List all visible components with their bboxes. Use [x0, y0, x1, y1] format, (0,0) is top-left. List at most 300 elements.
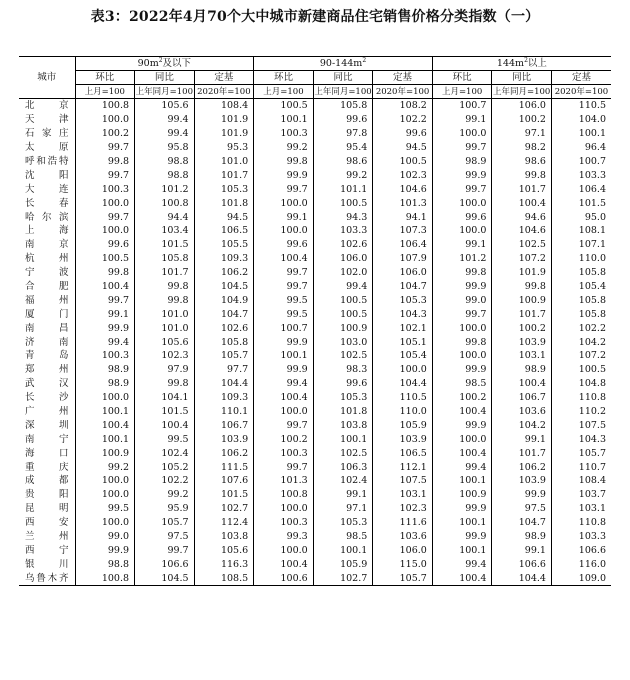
index-value-cell: 103.9 — [492, 335, 552, 349]
index-value-cell: 106.7 — [492, 391, 552, 405]
index-value-cell: 100.0 — [254, 544, 314, 558]
index-value-cell: 100.4 — [492, 377, 552, 391]
index-value-cell: 99.2 — [75, 460, 135, 474]
index-value-cell: 100.1 — [254, 113, 314, 127]
header-sub-mom: 环比 — [432, 71, 492, 85]
table-row — [19, 474, 611, 488]
index-value-cell: 102.2 — [551, 321, 611, 335]
index-value-cell: 102.5 — [313, 446, 373, 460]
index-value-cell: 106.6 — [551, 544, 611, 558]
index-value-cell: 103.3 — [551, 530, 611, 544]
index-value-cell: 105.3 — [373, 293, 433, 307]
index-value-cell: 106.4 — [373, 238, 433, 252]
index-value-cell: 104.3 — [373, 307, 433, 321]
city-name-cell: 杭州 — [25, 253, 69, 265]
index-value-cell: 101.5 — [194, 488, 254, 502]
index-value-cell: 94.5 — [194, 210, 254, 224]
table-row — [19, 446, 611, 460]
index-value-cell: 99.1 — [313, 488, 373, 502]
index-value-cell: 105.8 — [551, 293, 611, 307]
index-value-cell: 100.4 — [75, 280, 135, 294]
header-sub-mom: 环比 — [254, 71, 314, 85]
index-value-cell: 104.3 — [551, 432, 611, 446]
index-value-cell: 99.4 — [432, 460, 492, 474]
header-sub-yoy: 同比 — [313, 71, 373, 85]
table-row — [19, 335, 611, 349]
table-row — [19, 238, 611, 252]
index-value-cell: 106.2 — [492, 460, 552, 474]
index-value-cell: 101.0 — [194, 155, 254, 169]
index-value-cell: 105.4 — [551, 280, 611, 294]
index-value-cell: 100.1 — [432, 516, 492, 530]
index-value-cell: 101.3 — [254, 474, 314, 488]
index-value-cell: 100.2 — [492, 321, 552, 335]
table-row — [19, 168, 611, 182]
index-value-cell: 99.7 — [75, 168, 135, 182]
city-name-cell: 太原 — [25, 142, 69, 154]
city-name-cell: 贵阳 — [25, 489, 69, 501]
index-value-cell: 106.0 — [492, 99, 552, 113]
index-value-cell: 100.8 — [254, 488, 314, 502]
index-value-cell: 99.7 — [432, 182, 492, 196]
index-value-cell: 100.1 — [432, 544, 492, 558]
table-row — [19, 113, 611, 127]
city-name-cell: 银川 — [25, 558, 69, 570]
index-value-cell: 107.9 — [373, 252, 433, 266]
index-value-cell: 101.9 — [194, 127, 254, 141]
table-row — [19, 557, 611, 571]
table-row — [19, 418, 611, 432]
index-value-cell: 101.7 — [492, 446, 552, 460]
index-value-cell: 99.1 — [492, 544, 552, 558]
table-row — [19, 432, 611, 446]
index-value-cell: 99.6 — [75, 238, 135, 252]
index-value-cell: 100.0 — [373, 363, 433, 377]
index-value-cell: 104.7 — [492, 516, 552, 530]
index-value-cell: 110.8 — [551, 391, 611, 405]
index-value-cell: 101.9 — [194, 113, 254, 127]
city-name-cell: 济南 — [25, 336, 69, 348]
index-value-cell: 99.0 — [75, 530, 135, 544]
index-value-cell: 100.3 — [254, 127, 314, 141]
index-value-cell: 101.7 — [492, 182, 552, 196]
index-value-cell: 110.8 — [551, 516, 611, 530]
index-value-cell: 100.5 — [313, 196, 373, 210]
index-value-cell: 107.6 — [194, 474, 254, 488]
index-value-cell: 101.7 — [492, 307, 552, 321]
city-name-cell: 沈阳 — [25, 169, 69, 181]
index-value-cell: 100.4 — [75, 418, 135, 432]
table-row — [19, 196, 611, 210]
index-value-cell: 94.6 — [492, 210, 552, 224]
index-value-cell: 100.1 — [432, 474, 492, 488]
index-value-cell: 100.8 — [135, 196, 195, 210]
index-value-cell: 106.0 — [373, 544, 433, 558]
table-row — [19, 307, 611, 321]
index-value-cell: 98.6 — [313, 155, 373, 169]
index-value-cell: 97.5 — [492, 502, 552, 516]
index-value-cell: 116.0 — [551, 557, 611, 571]
table-row — [19, 141, 611, 155]
table-row — [19, 349, 611, 363]
index-value-cell: 99.8 — [135, 280, 195, 294]
index-value-cell: 99.1 — [75, 307, 135, 321]
index-value-cell: 103.1 — [551, 502, 611, 516]
index-value-cell: 99.4 — [313, 280, 373, 294]
index-value-cell: 98.2 — [492, 141, 552, 155]
index-value-cell: 99.8 — [432, 266, 492, 280]
index-value-cell: 105.7 — [373, 571, 433, 585]
index-value-cell: 94.5 — [373, 141, 433, 155]
index-value-cell: 100.5 — [551, 363, 611, 377]
index-value-cell: 99.5 — [254, 307, 314, 321]
index-value-cell: 101.9 — [492, 266, 552, 280]
index-value-cell: 100.4 — [432, 571, 492, 585]
index-value-cell: 98.9 — [492, 363, 552, 377]
index-value-cell: 99.4 — [135, 113, 195, 127]
index-value-cell: 100.1 — [75, 405, 135, 419]
index-value-cell: 104.2 — [551, 335, 611, 349]
city-name-cell: 南京 — [25, 239, 69, 251]
index-value-cell: 100.0 — [432, 196, 492, 210]
index-value-cell: 99.1 — [254, 210, 314, 224]
index-value-cell: 99.7 — [75, 141, 135, 155]
header-base-base: 2020年=100 — [551, 85, 611, 99]
index-value-cell: 102.2 — [373, 113, 433, 127]
table-row — [19, 460, 611, 474]
index-value-cell: 98.8 — [75, 557, 135, 571]
index-value-cell: 99.6 — [313, 113, 373, 127]
header-group-small: $90m^2$及以下 — [75, 57, 254, 71]
index-value-cell: 100.1 — [254, 349, 314, 363]
city-name-cell: 西宁 — [25, 544, 69, 556]
index-value-cell: 99.2 — [135, 488, 195, 502]
index-value-cell: 102.2 — [135, 474, 195, 488]
city-name-cell: 上海 — [25, 225, 69, 237]
table-row — [19, 293, 611, 307]
index-value-cell: 105.3 — [194, 182, 254, 196]
index-value-cell: 99.2 — [313, 168, 373, 182]
index-value-cell: 104.5 — [135, 571, 195, 585]
header-base-mom: 上月=100 — [254, 85, 314, 99]
index-value-cell: 99.6 — [313, 377, 373, 391]
index-value-cell: 105.8 — [135, 252, 195, 266]
index-value-cell: 116.3 — [194, 557, 254, 571]
index-value-cell: 99.1 — [432, 238, 492, 252]
index-value-cell: 99.9 — [432, 418, 492, 432]
index-value-cell: 106.0 — [313, 252, 373, 266]
index-value-cell: 102.5 — [313, 349, 373, 363]
index-value-cell: 97.7 — [194, 363, 254, 377]
index-value-cell: 98.8 — [135, 168, 195, 182]
index-value-cell: 96.4 — [551, 141, 611, 155]
index-value-cell: 103.9 — [373, 432, 433, 446]
city-name-cell: 西安 — [25, 517, 69, 529]
index-value-cell: 106.0 — [373, 266, 433, 280]
index-value-cell: 104.7 — [194, 307, 254, 321]
header-sub-yoy: 同比 — [492, 71, 552, 85]
index-value-cell: 98.9 — [75, 377, 135, 391]
table-row — [19, 252, 611, 266]
index-value-cell: 104.2 — [492, 418, 552, 432]
table-row — [19, 155, 611, 169]
index-value-cell: 103.1 — [373, 488, 433, 502]
index-value-cell: 103.3 — [313, 224, 373, 238]
index-value-cell: 101.5 — [551, 196, 611, 210]
table-row — [19, 488, 611, 502]
index-value-cell: 103.1 — [492, 349, 552, 363]
index-value-cell: 106.2 — [194, 446, 254, 460]
index-value-cell: 104.4 — [373, 377, 433, 391]
index-value-cell: 101.2 — [432, 252, 492, 266]
index-value-cell: 100.8 — [75, 571, 135, 585]
index-value-cell: 101.7 — [194, 168, 254, 182]
index-value-cell: 103.4 — [135, 224, 195, 238]
index-value-cell: 101.3 — [373, 196, 433, 210]
city-name-cell: 哈尔滨 — [25, 211, 69, 223]
index-value-cell: 100.4 — [254, 252, 314, 266]
table-row — [19, 280, 611, 294]
index-value-cell: 99.4 — [135, 127, 195, 141]
index-value-cell: 103.7 — [551, 488, 611, 502]
header-base-base: 2020年=100 — [194, 85, 254, 99]
index-value-cell: 105.3 — [313, 391, 373, 405]
header-sub-base: 定基 — [551, 71, 611, 85]
index-value-cell: 105.8 — [551, 266, 611, 280]
table-row — [19, 391, 611, 405]
index-value-cell: 99.3 — [254, 530, 314, 544]
index-value-cell: 100.0 — [432, 224, 492, 238]
index-value-cell: 107.5 — [551, 418, 611, 432]
index-value-cell: 100.4 — [432, 405, 492, 419]
index-value-cell: 100.0 — [432, 349, 492, 363]
index-value-cell: 100.1 — [313, 432, 373, 446]
index-value-cell: 100.0 — [75, 224, 135, 238]
index-value-cell: 100.0 — [75, 196, 135, 210]
index-value-cell: 102.0 — [313, 266, 373, 280]
index-value-cell: 101.2 — [135, 182, 195, 196]
index-value-cell: 99.7 — [254, 266, 314, 280]
index-value-cell: 105.8 — [551, 307, 611, 321]
index-value-cell: 101.0 — [135, 321, 195, 335]
index-value-cell: 97.8 — [313, 127, 373, 141]
index-value-cell: 95.8 — [135, 141, 195, 155]
index-value-cell: 99.9 — [432, 363, 492, 377]
header-group-large: $144m^2$以上 — [432, 57, 611, 71]
index-value-cell: 111.6 — [373, 516, 433, 530]
table-row — [19, 516, 611, 530]
index-value-cell: 100.0 — [75, 391, 135, 405]
header-sub-mom: 环比 — [75, 71, 135, 85]
price-index-table-container — [19, 56, 611, 586]
index-value-cell: 99.8 — [492, 280, 552, 294]
index-value-cell: 100.3 — [254, 516, 314, 530]
index-value-cell: 107.2 — [492, 252, 552, 266]
index-value-cell: 104.9 — [194, 293, 254, 307]
index-value-cell: 105.7 — [194, 349, 254, 363]
header-base-yoy: 上年同月=100 — [135, 86, 193, 97]
index-value-cell: 106.5 — [373, 446, 433, 460]
index-value-cell: 104.4 — [194, 377, 254, 391]
index-value-cell: 108.5 — [194, 571, 254, 585]
city-name-cell: 深圳 — [25, 419, 69, 431]
index-value-cell: 101.5 — [135, 405, 195, 419]
table-row — [19, 363, 611, 377]
index-value-cell: 102.7 — [313, 571, 373, 585]
index-value-cell: 100.3 — [75, 349, 135, 363]
city-name-cell: 北京 — [25, 100, 69, 112]
index-value-cell: 105.7 — [551, 446, 611, 460]
index-value-cell: 100.1 — [551, 127, 611, 141]
index-value-cell: 106.3 — [313, 460, 373, 474]
index-value-cell: 109.0 — [551, 571, 611, 585]
index-value-cell: 100.7 — [432, 99, 492, 113]
index-value-cell: 99.8 — [75, 155, 135, 169]
index-value-cell: 112.4 — [194, 516, 254, 530]
index-value-cell: 108.2 — [373, 99, 433, 113]
index-value-cell: 100.5 — [373, 155, 433, 169]
city-name-cell: 青岛 — [25, 350, 69, 362]
index-value-cell: 100.9 — [432, 488, 492, 502]
index-value-cell: 101.7 — [135, 266, 195, 280]
index-value-cell: 97.5 — [135, 530, 195, 544]
index-value-cell: 99.7 — [135, 544, 195, 558]
table-row — [19, 182, 611, 196]
index-value-cell: 99.4 — [254, 377, 314, 391]
index-value-cell: 99.8 — [254, 155, 314, 169]
index-value-cell: 100.5 — [313, 307, 373, 321]
index-value-cell: 99.9 — [432, 530, 492, 544]
index-value-cell: 100.1 — [313, 544, 373, 558]
index-value-cell: 100.4 — [492, 196, 552, 210]
index-value-cell: 110.1 — [194, 405, 254, 419]
index-value-cell: 105.5 — [194, 238, 254, 252]
index-value-cell: 104.0 — [551, 113, 611, 127]
index-value-cell: 99.7 — [254, 182, 314, 196]
index-value-cell: 100.4 — [432, 446, 492, 460]
index-value-cell: 102.3 — [373, 168, 433, 182]
index-value-cell: 110.0 — [373, 405, 433, 419]
index-value-cell: 99.8 — [492, 168, 552, 182]
index-value-cell: 99.7 — [432, 307, 492, 321]
index-value-cell: 106.7 — [194, 418, 254, 432]
index-value-cell: 99.9 — [432, 502, 492, 516]
index-value-cell: 99.9 — [75, 321, 135, 335]
index-value-cell: 100.8 — [75, 99, 135, 113]
city-name-cell: 合肥 — [25, 281, 69, 293]
index-value-cell: 99.6 — [254, 238, 314, 252]
index-value-cell: 103.8 — [194, 530, 254, 544]
city-name-cell: 重庆 — [25, 461, 69, 473]
index-value-cell: 98.9 — [75, 363, 135, 377]
table-header — [19, 57, 611, 99]
index-value-cell: 97.1 — [492, 127, 552, 141]
index-value-cell: 99.5 — [254, 293, 314, 307]
city-name-cell: 乌鲁木齐 — [19, 571, 75, 585]
table-body — [19, 99, 611, 586]
index-value-cell: 100.4 — [254, 557, 314, 571]
table-row — [19, 502, 611, 516]
header-sub-base: 定基 — [373, 71, 433, 85]
index-value-cell: 100.7 — [254, 321, 314, 335]
index-value-cell: 100.0 — [75, 516, 135, 530]
index-value-cell: 99.7 — [75, 210, 135, 224]
index-value-cell: 99.7 — [75, 293, 135, 307]
index-value-cell: 104.6 — [373, 182, 433, 196]
index-value-cell: 104.1 — [135, 391, 195, 405]
city-name-cell: 石家庄 — [25, 128, 69, 140]
index-value-cell: 100.0 — [75, 474, 135, 488]
city-name-cell: 大连 — [25, 183, 69, 195]
index-value-cell: 99.4 — [75, 335, 135, 349]
index-value-cell: 100.6 — [254, 571, 314, 585]
index-value-cell: 107.5 — [373, 474, 433, 488]
header-city: 城市 — [19, 57, 75, 99]
index-value-cell: 100.0 — [254, 405, 314, 419]
index-value-cell: 97.9 — [135, 363, 195, 377]
index-value-cell: 100.7 — [551, 155, 611, 169]
index-value-cell: 105.3 — [313, 516, 373, 530]
city-name-cell: 长沙 — [25, 392, 69, 404]
city-name-cell: 郑州 — [25, 364, 69, 376]
index-value-cell: 99.4 — [432, 557, 492, 571]
index-value-cell: 95.4 — [313, 141, 373, 155]
index-value-cell: 99.9 — [432, 168, 492, 182]
index-value-cell: 94.4 — [135, 210, 195, 224]
header-group-medium: $90-144m^2$ — [254, 57, 433, 71]
index-value-cell: 99.5 — [75, 502, 135, 516]
index-value-cell: 99.8 — [135, 377, 195, 391]
index-value-cell: 100.2 — [254, 432, 314, 446]
index-value-cell: 100.0 — [75, 113, 135, 127]
table-row — [19, 544, 611, 558]
index-value-cell: 115.0 — [373, 557, 433, 571]
index-value-cell: 99.8 — [432, 335, 492, 349]
index-value-cell: 110.5 — [551, 99, 611, 113]
index-value-cell: 95.9 — [135, 502, 195, 516]
city-name-cell: 厦门 — [25, 308, 69, 320]
city-name-cell: 宁波 — [25, 267, 69, 279]
index-value-cell: 101.8 — [313, 405, 373, 419]
index-value-cell: 105.4 — [373, 349, 433, 363]
city-name-cell: 昆明 — [25, 503, 69, 515]
index-value-cell: 102.5 — [492, 238, 552, 252]
index-value-cell: 102.7 — [194, 502, 254, 516]
city-name-cell: 呼和浩特 — [25, 156, 69, 167]
city-name-cell: 福州 — [25, 294, 69, 306]
index-value-cell: 98.6 — [492, 155, 552, 169]
index-value-cell: 108.4 — [551, 474, 611, 488]
index-value-cell: 100.1 — [75, 432, 135, 446]
header-base-yoy: 上年同月=100 — [492, 86, 551, 97]
city-name-cell: 海口 — [25, 447, 69, 459]
index-value-cell: 107.1 — [551, 238, 611, 252]
index-value-cell: 103.6 — [492, 405, 552, 419]
index-value-cell: 102.3 — [373, 502, 433, 516]
city-name-cell: 天津 — [25, 114, 69, 126]
header-sub-base: 定基 — [194, 71, 254, 85]
index-value-cell: 105.9 — [373, 418, 433, 432]
index-value-cell: 97.1 — [313, 502, 373, 516]
index-value-cell: 105.9 — [313, 557, 373, 571]
index-value-cell: 100.0 — [432, 432, 492, 446]
index-value-cell: 103.6 — [373, 530, 433, 544]
index-value-cell: 106.2 — [194, 266, 254, 280]
table-row — [19, 210, 611, 224]
index-value-cell: 100.0 — [254, 196, 314, 210]
header-base-base: 2020年=100 — [373, 85, 433, 99]
index-value-cell: 102.4 — [313, 474, 373, 488]
